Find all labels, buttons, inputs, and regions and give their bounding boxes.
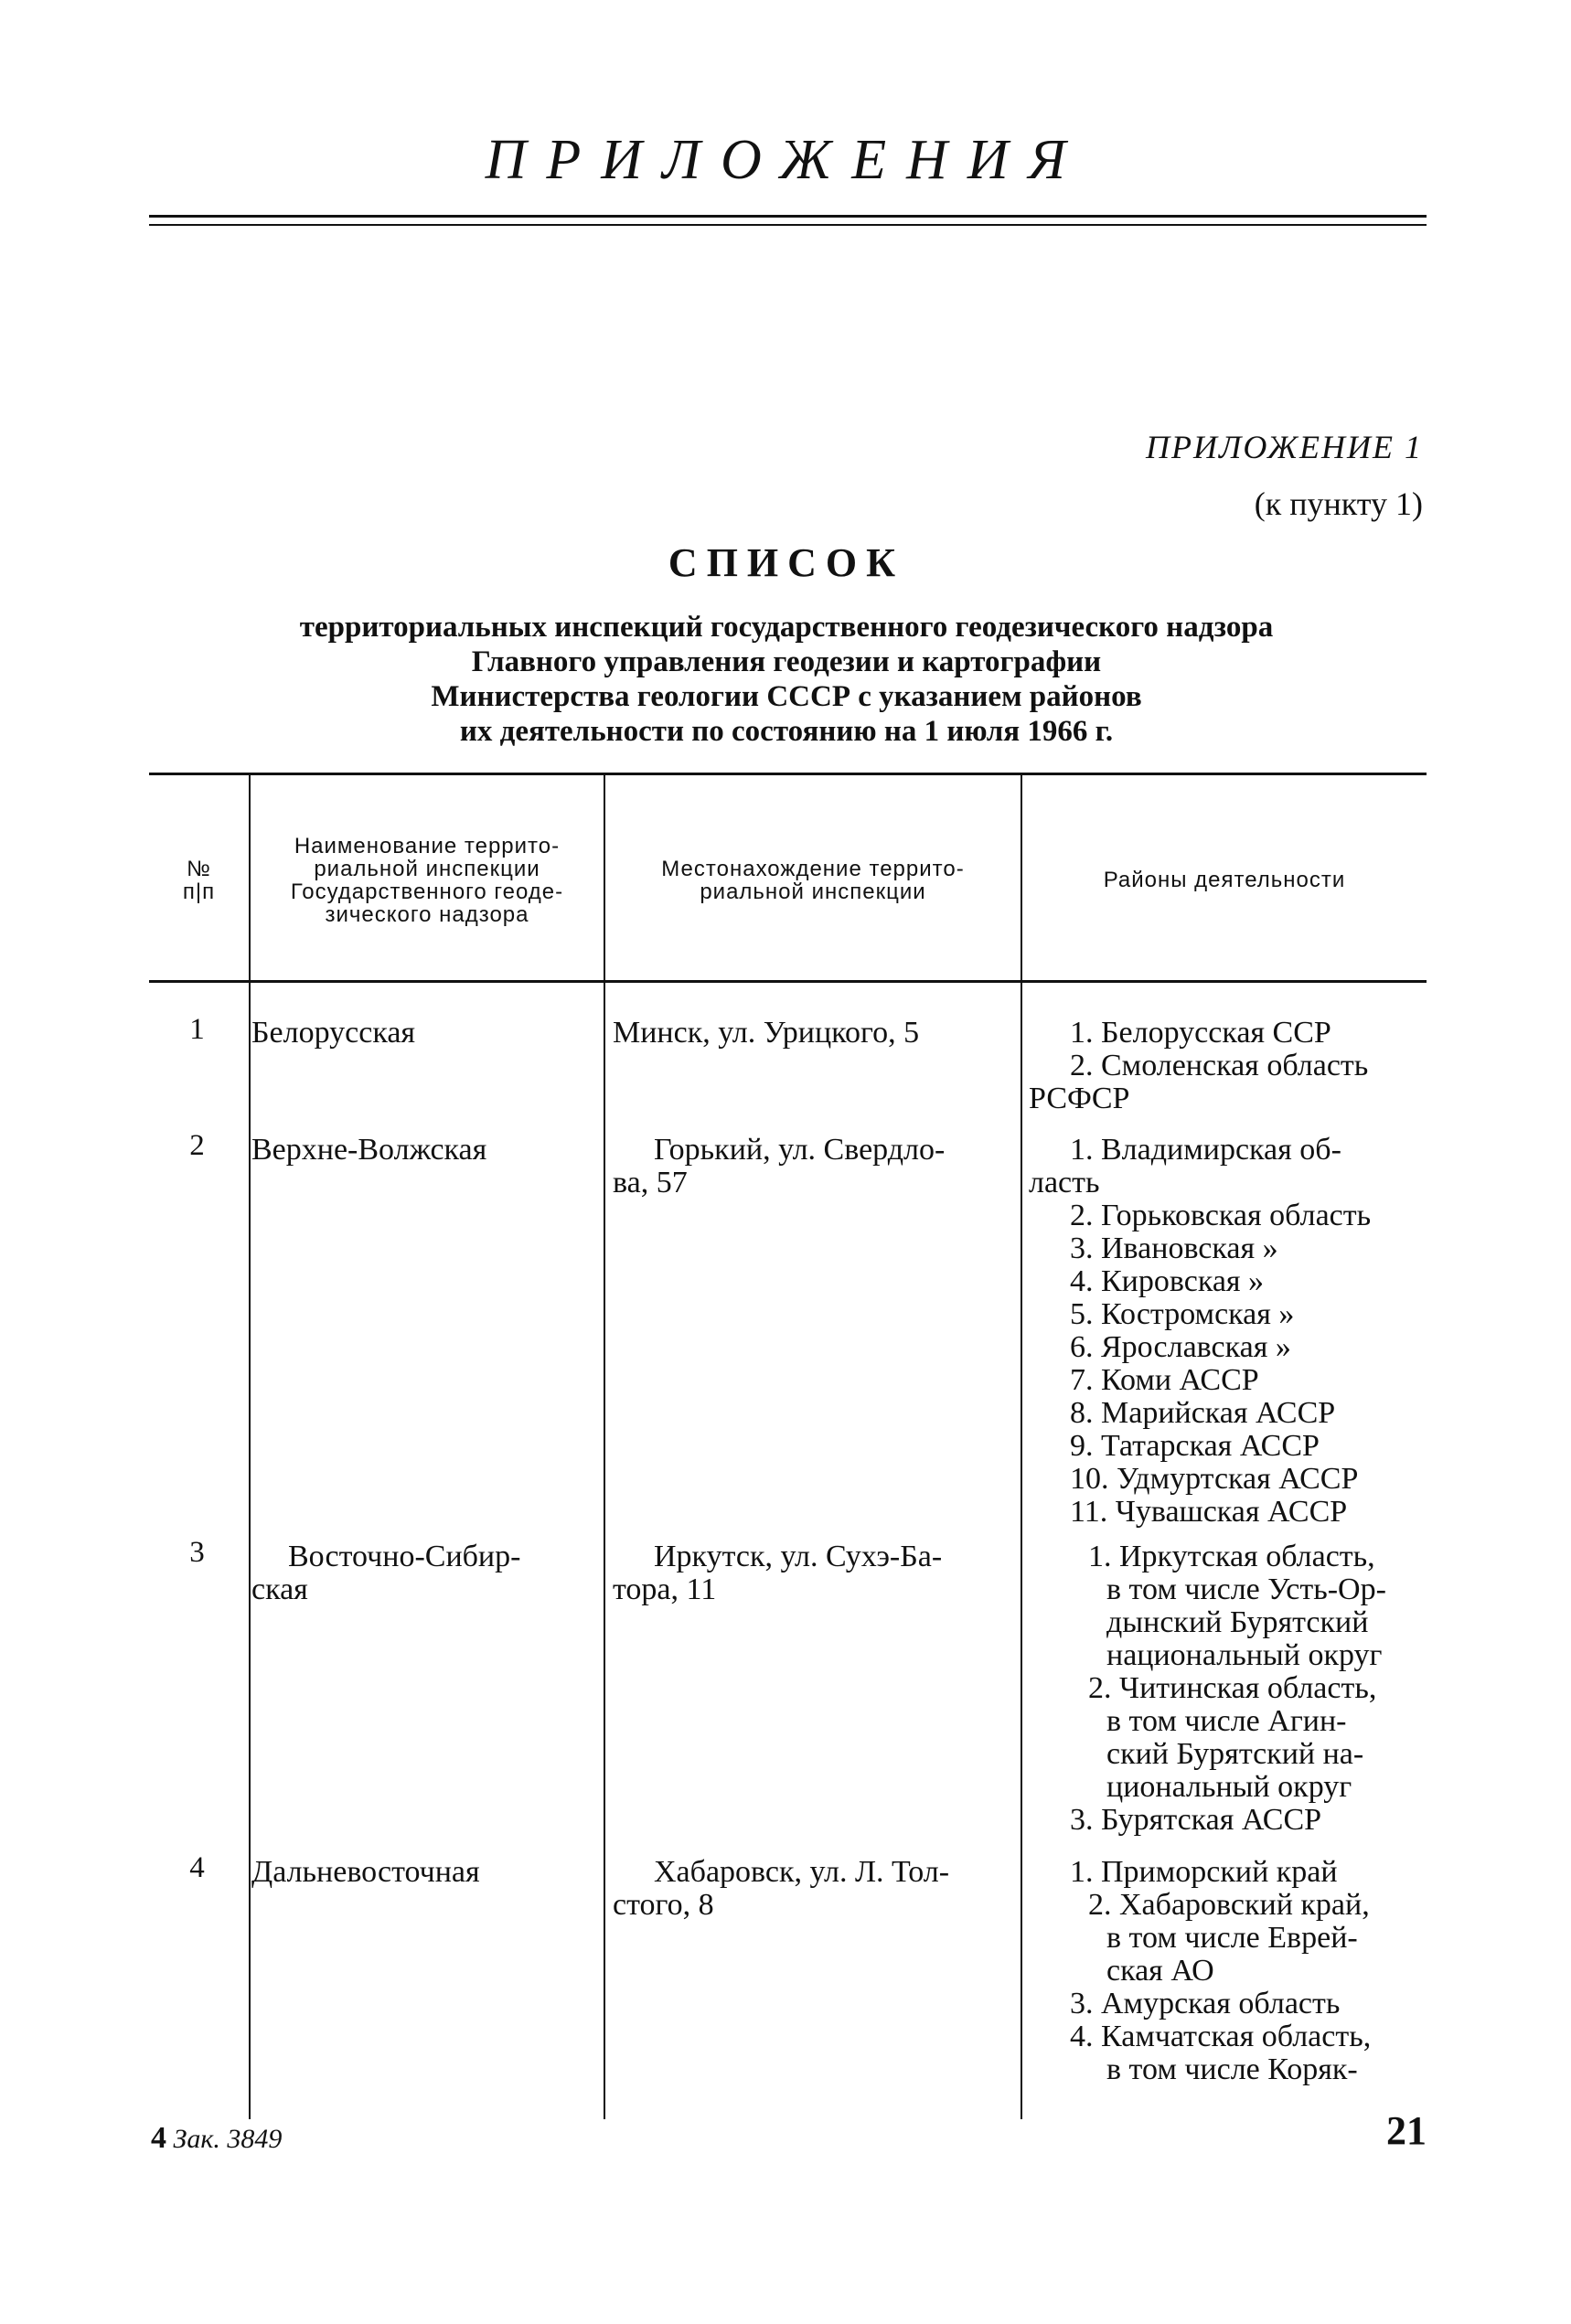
title-sub-line: Главного управления геодезии и картографии [471, 645, 1102, 678]
heading-rule-top [149, 215, 1427, 218]
page-number: 21 [1386, 2108, 1427, 2153]
table-header-rule [149, 980, 1427, 983]
inspection-location: Минск, ул. Урицкого, 5 [613, 1016, 920, 1050]
inspection-name: Белорусская [251, 1016, 416, 1050]
header-districts: Районы деятельности [1103, 868, 1346, 892]
inspection-districts: 1. Приморский край 2. Хабаровский край, в том числе Еврей- ская АО 3. Амурская область 4. Камчатская область, в том числе Коряк- [1070, 1855, 1372, 2086]
row-number: 3 [189, 1536, 205, 1569]
header-location: Местонахождение террито- риальной инспекции [661, 856, 965, 904]
appendix-label-block [1146, 419, 1423, 532]
print-order-note [151, 2121, 282, 2156]
inspection-location: Хабаровск, ул. Л. Тол- стого, 8 [613, 1855, 950, 1922]
inspection-location: Горький, ул. Свердло- ва, 57 [613, 1133, 946, 1199]
heading-rule-bottom [149, 224, 1427, 226]
row-number: 2 [189, 1129, 205, 1162]
inspection-name: Дальневосточная [251, 1855, 480, 1889]
title-sub-line: Министерства геологии СССР с указанием районов [431, 680, 1142, 713]
table-top-rule [149, 773, 1427, 775]
inspection-districts: 1. Владимирская об- ласть 2. Горьковская область 3. Ивановская » 4. Кировская » 5. Костромская » 6. Ярославская » 7. Коми АССР 8. Марийская АССР 9. Татарская АССР 10. Удмуртская АССР 11. Чувашская АССР [1029, 1133, 1372, 1529]
header-num: № п|п [182, 856, 216, 904]
sheet-number: 4 [151, 2121, 166, 2155]
appendix-reference: (к пункту 1) [1254, 485, 1423, 522]
inspection-name: Восточно-Сибир- ская [251, 1540, 521, 1606]
title-sub-line: территориальных инспекций государственного геодезического надзора [299, 611, 1274, 644]
row-number: 4 [189, 1851, 205, 1884]
order-number: Зак. 3849 [173, 2124, 283, 2154]
appendix-label: ПРИЛОЖЕНИЕ 1 [1146, 429, 1423, 465]
inspection-location: Иркутск, ул. Сухэ-Ба- тора, 11 [613, 1540, 943, 1606]
document-title [146, 539, 1427, 749]
row-number: 1 [189, 1013, 205, 1046]
inspection-districts: 1. Иркутская область, в том числе Усть-Ор- дынский Бурятский национальный округ 2. Читинская область, в том числе Агин- ский Бурятский на- циональный округ 3. Бурятская АССР [1070, 1540, 1386, 1837]
inspection-name: Верхне-Волжская [251, 1133, 487, 1167]
inspection-districts: 1. Белорусская ССР 2. Смоленская область РСФСР [1029, 1016, 1369, 1115]
title-sub-line: их деятельности по состоянию на 1 июля 1966 г. [459, 715, 1114, 748]
title-main: СПИСОК [668, 540, 905, 585]
section-heading: ПРИЛОЖЕНИЯ [485, 129, 1086, 191]
header-name: Наименование террито- риальной инспекции Государственного геоде- зического надзора [290, 833, 564, 927]
